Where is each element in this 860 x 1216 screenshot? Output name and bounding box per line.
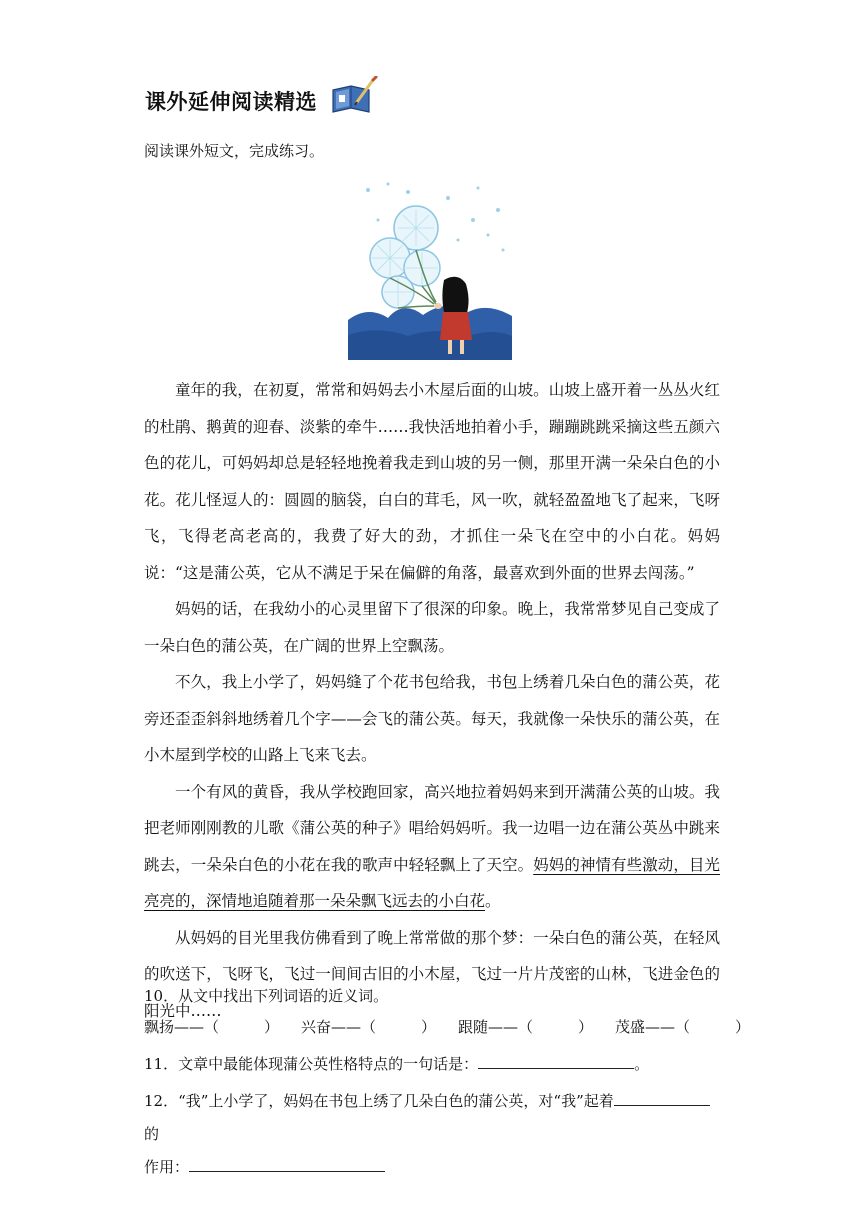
synonym-blank-1[interactable]: 飘扬——（ ） <box>144 1018 280 1036</box>
passage-paragraph-2: 妈妈的话，在我幼小的心灵里留下了很深的印象。晚上，我常常梦见自己变成了一朵白色的蒲公英，在广阔的世界上空飘荡。 <box>144 600 720 655</box>
book-pen-icon <box>329 76 379 116</box>
question-12-mid: 的 <box>144 1125 160 1143</box>
reading-passage <box>144 372 720 1029</box>
underlined-sentence: 妈妈的神情有些激动，目光亮亮的，深情地追随着那一朵朵飘飞远去的小白花 <box>144 855 720 910</box>
question-12-text-2: 作用： <box>144 1158 190 1176</box>
question-10-answer-row <box>144 1016 750 1037</box>
question-11-end: 。 <box>634 1055 650 1073</box>
synonym-blank-4[interactable]: 茂盛——（ ） <box>615 1018 751 1036</box>
question-11 <box>144 1052 649 1074</box>
passage-paragraph-1: 童年的我，在初夏，常常和妈妈去小木屋后面的山坡。山坡上盛开着一丛丛火红的杜鹃、鹅黄的迎春、淡紫的牵牛……我快活地拍着小手，蹦蹦跳跳采摘这些五颜六色的花儿，可妈妈却总是轻轻地挽着我走到山坡的另一侧，那里开满一朵朵白色的小花。花儿怪逗人的：圆圆的脑袋，白白的茸毛，风一吹，就轻盈盈地飞了起来，飞呀飞，飞得老高老高的，我费了好大的劲，才抓住一朵飞在空中的小白花。妈妈说：“这是蒲公英，它从不满足于呆在偏僻的角落，最喜欢到外面的世界去闯荡。” <box>144 381 720 582</box>
question-12-answer-blank-2[interactable] <box>189 1155 385 1172</box>
reading-instruction: 阅读课外短文，完成练习。 <box>144 142 325 160</box>
section-title: 课外延伸阅读精选 <box>145 90 317 114</box>
question-11-answer-blank[interactable] <box>478 1052 634 1069</box>
question-12 <box>144 1085 724 1184</box>
passage-paragraph-3: 不久，我上小学了，妈妈缝了个花书包给我，书包上绣着几朵白色的蒲公英，花旁还歪歪斜斜地绣着几个字——会飞的蒲公英。每天，我就像一朵快乐的蒲公英，在小木屋到学校的山路上飞来飞去。 <box>144 673 720 764</box>
question-12-answer-blank-1[interactable] <box>614 1089 710 1106</box>
question-11-text: 11．文章中最能体现蒲公英性格特点的一句话是： <box>144 1055 479 1073</box>
question-10: 10．从文中找出下列词语的近义词。 <box>144 987 389 1005</box>
question-12-text: 12．“我”上小学了，妈妈在书包上绣了几朵白色的蒲公英，对“我”起着 <box>144 1092 614 1110</box>
paragraph-4-text: 一个有风的黄昏，我从学校跑回家，高兴地拉着妈妈来到开满蒲公英的山坡。我把老师刚刚教的儿歌《蒲公英的种子》唱给妈妈听。我一边唱一边在蒲公英丛中跳来跳去，一朵朵白色的小花在我的歌声中轻轻飘上了天空。 <box>144 782 720 874</box>
girl-dandelion-illustration <box>348 180 512 360</box>
passage-paragraph-5: 从妈妈的目光里我仿佛看到了晚上常常做的那个梦：一朵白色的蒲公英，在轻风的吹送下，飞呀飞，飞过一间间古旧的小木屋，飞过一片片茂密的山林，飞进金色的阳光中…… <box>144 928 720 1020</box>
synonym-blank-2[interactable]: 兴奋——（ ） <box>301 1018 437 1036</box>
paragraph-4-end: 。 <box>485 892 501 910</box>
passage-paragraph-4 <box>144 774 720 920</box>
synonym-blank-3[interactable]: 跟随——（ ） <box>458 1018 594 1036</box>
